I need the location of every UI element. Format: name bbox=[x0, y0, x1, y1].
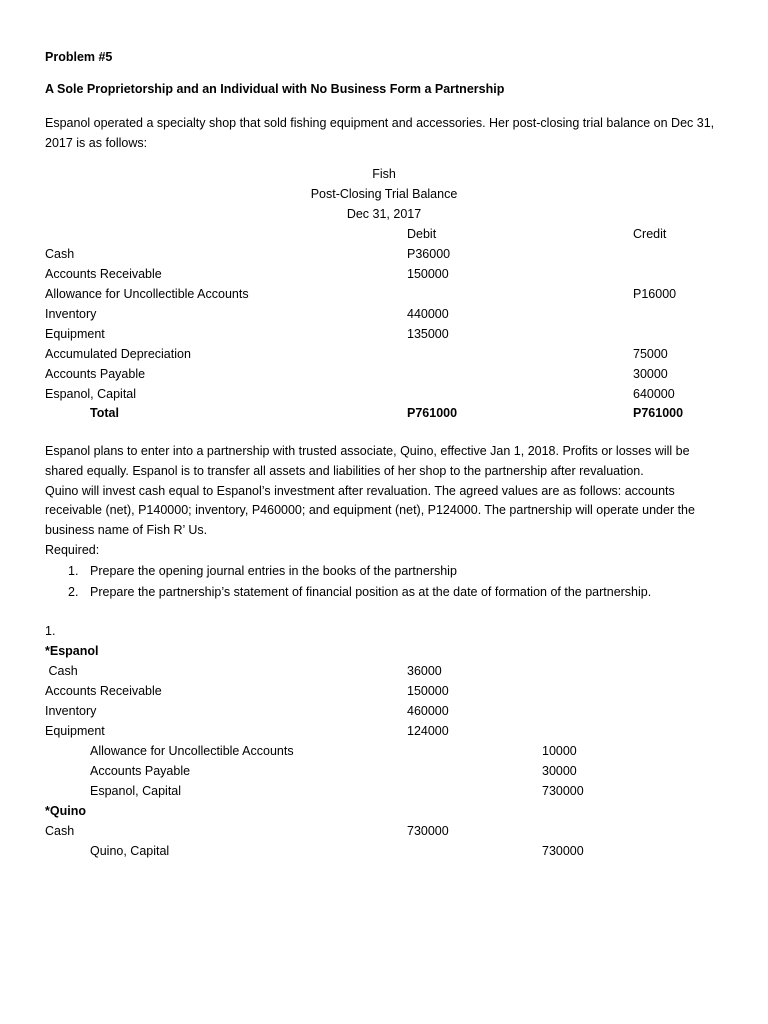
journal-account: Accounts Payable bbox=[90, 764, 191, 778]
journal-debit-amount: 730000 bbox=[407, 824, 449, 838]
journal-account: Allowance for Uncollectible Accounts bbox=[90, 744, 294, 758]
tb-heading: Post-Closing Trial Balance bbox=[310, 187, 458, 201]
tb-debit: 440000 bbox=[407, 307, 449, 321]
journal-debit-amount: 36000 bbox=[407, 664, 442, 678]
required-item-text: Prepare the opening journal entries in the books of the partnership bbox=[90, 564, 457, 578]
body-paragraph bbox=[45, 442, 725, 561]
tb-account: Equipment bbox=[45, 327, 105, 341]
journal-account: Inventory bbox=[45, 704, 97, 718]
tb-account: Cash bbox=[45, 247, 75, 261]
journal-account: Accounts Receivable bbox=[45, 684, 162, 698]
intro-line: 2017 is as follows: bbox=[45, 136, 148, 150]
tb-credit: 30000 bbox=[633, 367, 668, 381]
journal-debit-amount: 124000 bbox=[407, 724, 449, 738]
body-line: Espanol plans to enter into a partnership with trusted associate, Quino, effective Jan 1, 2018. Profits or losses will be bbox=[45, 444, 690, 458]
tb-account: Accumulated Depreciation bbox=[45, 347, 191, 361]
tb-col-credit: Credit bbox=[633, 227, 667, 241]
tb-account: Inventory bbox=[45, 307, 97, 321]
journal-credit-amount: 730000 bbox=[542, 844, 584, 858]
tb-total-credit: P761000 bbox=[633, 406, 684, 420]
tb-date: Dec 31, 2017 bbox=[346, 207, 422, 221]
journal-debit-amount: 150000 bbox=[407, 684, 449, 698]
body-line: Quino will invest cash equal to Espanol’s investment after revaluation. The agreed values are as follows: accounts bbox=[45, 483, 675, 498]
required-item-number: 2. bbox=[68, 585, 79, 599]
tb-debit: P36000 bbox=[407, 247, 451, 261]
journal-credit-amount: 30000 bbox=[542, 764, 577, 778]
journal-account: Quino, Capital bbox=[90, 844, 170, 858]
tb-account: Accounts Receivable bbox=[45, 267, 162, 281]
journal-account: Espanol, Capital bbox=[90, 784, 182, 798]
problem-title: A Sole Proprietorship and an Individual with No Business Form a Partnership bbox=[45, 82, 505, 96]
journal-account: Cash bbox=[45, 664, 78, 678]
problem-label: Problem #5 bbox=[45, 50, 113, 64]
journal-credit-amount: 10000 bbox=[542, 744, 577, 758]
tb-credit: 640000 bbox=[633, 387, 675, 401]
quino-header: *Quino bbox=[45, 804, 86, 818]
body-line: shared equally. Espanol is to transfer all assets and liabilities of her shop to the partnership after revaluation. bbox=[45, 463, 644, 478]
tb-account: Accounts Payable bbox=[45, 367, 146, 381]
tb-col-debit: Debit bbox=[407, 227, 437, 241]
journal-account: Cash bbox=[45, 824, 75, 838]
espanol-header: *Espanol bbox=[45, 644, 99, 658]
required-item-text: Prepare the partnership’s statement of financial position as at the date of formation of the partnership. bbox=[90, 585, 652, 599]
tb-debit: 135000 bbox=[407, 327, 449, 341]
journal-account: Equipment bbox=[45, 724, 105, 738]
answer-number: 1. bbox=[45, 624, 56, 638]
tb-credit: P16000 bbox=[633, 287, 677, 301]
tb-debit: 150000 bbox=[407, 267, 449, 281]
tb-total-debit: P761000 bbox=[407, 406, 458, 420]
tb-company: Fish bbox=[372, 167, 396, 181]
body-line: receivable (net), P140000; inventory, P460000; and equipment (net), P124000. The partnership will operate under the bbox=[45, 503, 695, 518]
body-line: business name of Fish R’ Us. bbox=[45, 523, 208, 538]
tb-credit: 75000 bbox=[633, 347, 668, 361]
tb-total-label: Total bbox=[90, 406, 119, 420]
tb-account: Espanol, Capital bbox=[45, 387, 137, 401]
tb-account: Allowance for Uncollectible Accounts bbox=[45, 287, 249, 301]
intro-paragraph bbox=[45, 113, 725, 153]
intro-line: Espanol operated a specialty shop that sold fishing equipment and accessories. Her post-closing trial balance on Dec 31, bbox=[45, 116, 715, 130]
journal-credit-amount: 730000 bbox=[542, 784, 584, 798]
required-label: Required: bbox=[45, 542, 100, 557]
journal-debit-amount: 460000 bbox=[407, 704, 449, 718]
required-item-number: 1. bbox=[68, 564, 79, 578]
